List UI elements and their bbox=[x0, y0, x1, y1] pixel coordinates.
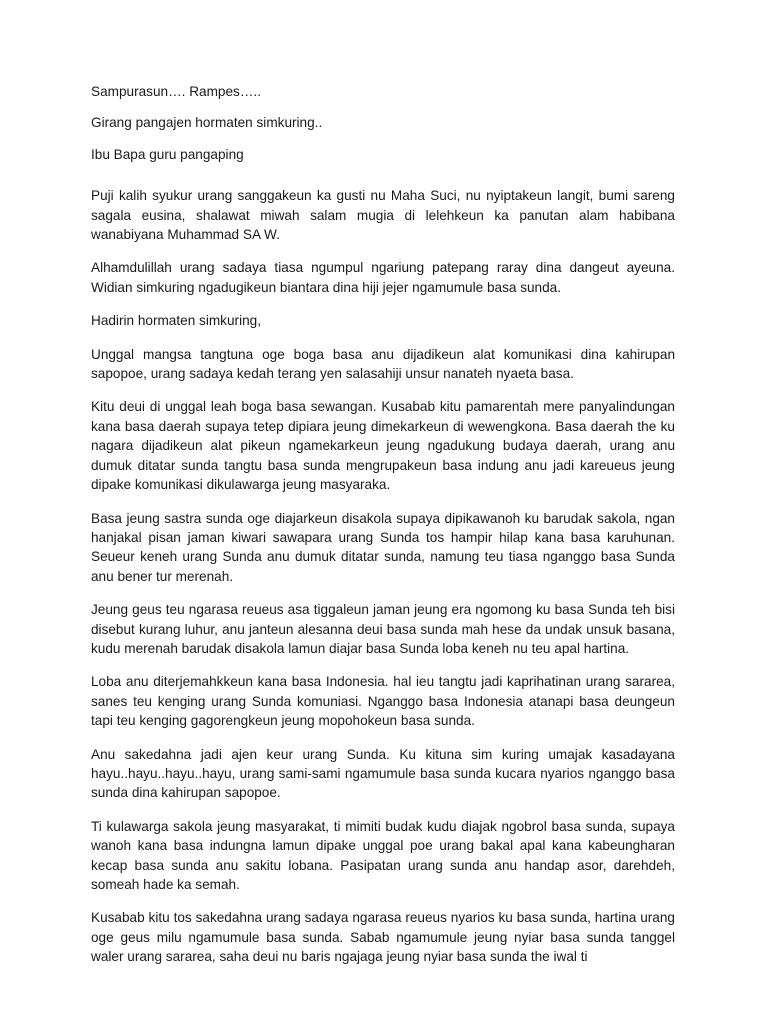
greeting-line: Sampurasun…. Rampes….. bbox=[91, 84, 261, 99]
document-page bbox=[91, 82, 675, 981]
paragraph: Ti kulawarga sakola jeung masyarakat, ti mimiti budak kudu diajak ngobrol basa sunda, supaya wanoh kana basa indungna lamun dipake unggal poe urang bakal apal kana kabeungharan kecap basa sunda anu sakitu lobana. Pasipatan urang sunda anu handap asor, darehdeh, someah hade ka semah. bbox=[91, 818, 675, 892]
greeting-line: Girang pangajen hormaten simkuring.. bbox=[91, 115, 323, 131]
paragraph: Hadirin hormaten simkuring, bbox=[91, 313, 261, 329]
paragraph: Unggal mangsa tangtuna oge boga basa anu dijadikeun alat komunikasi dina kahirupan sapopoe, urang sadaya kedah terang yen salasahiji unsur nanateh nyaeta basa. bbox=[91, 346, 675, 382]
paragraph: Loba anu diterjemahkkeun kana basa Indonesia. hal ieu tangtu jadi kaprihatinan urang sararea, sanes teu kenging urang Sunda komuniasi. Nganggo basa Indonesia atanapi basa deungeun tapi teu kenging gagorengkeun jeung mopohokeun basa sunda. bbox=[91, 674, 675, 729]
paragraph: Jeung geus teu ngarasa reueus asa tiggaleun jaman jeung era ngomong ku basa Sunda teh bisi disebut kurang luhur, anu janteun alesanna deui basa sunda mah hese da undak unsuk basana, kudu merenah barudak disakola lamun diajar basa Sunda loba keneh nu teu apal hartina. bbox=[91, 602, 675, 656]
paragraph: Kitu deui di unggal leah boga basa sewangan. Kusabab kitu pamarentah mere panyalindungan kana basa daerah supaya tetep dipiara jeung dimekarkeun di wewengkona. Basa daerah the ku nagara dijadikeun alat pikeun ngamekarkeun jeung ngadukung budaya daerah, urang anu dumuk ditatar sunda tangtu basa sunda mengrupakeun basa indung anu jadi kareueus jeung dipake komunikasi dikulawarga jeung masyaraka. bbox=[91, 399, 675, 493]
paragraph: Kusabab kitu tos sakedahna urang sadaya ngarasa reueus nyarios ku basa sunda, hartina urang oge geus milu ngamumule basa sunda. Sabab ngamumule jeung nyiar basa sunda tanggel waler urang sararea, saha deui nu baris ngajaga jeung nyiar basa sunda the iwal ti bbox=[91, 910, 675, 965]
paragraph: Basa jeung sastra sunda oge diajarkeun disakola supaya dipikawanoh ku barudak sakola, ngan hanjakal pisan jaman kiwari sawapara urang Sunda tos hampir hilap kana basa karuhunan. Seueur keneh urang Sunda anu dumuk ditatar sunda, namung teu tiasa nganggo basa Sunda anu bener tur merenah. bbox=[91, 510, 675, 584]
paragraph: Alhamdulillah urang sadaya tiasa ngumpul ngariung patepang raray dina dangeut ayeuna. Widian simkuring ngadugikeun biantara dina hiji jejer ngamumule basa sunda. bbox=[91, 260, 675, 295]
greeting-line: Ibu Bapa guru pangaping bbox=[91, 146, 244, 162]
paragraph: Puji kalih syukur urang sanggakeun ka gusti nu Maha Suci, nu nyiptakeun langit, bumi sareng sagala eusina, shalawat miwah salam mugia di lelehkeun ka panutan alam habibana wanabiyana Muhammad SA W. bbox=[91, 188, 675, 243]
paragraph: Anu sakedahna jadi ajen keur urang Sunda. Ku kituna sim kuring umajak kasadayana hayu..hayu..hayu..hayu, urang sami-sami ngamumule basa sunda kucara nyarios nganggo basa sunda dina kahirupan sapopoe. bbox=[91, 746, 675, 801]
